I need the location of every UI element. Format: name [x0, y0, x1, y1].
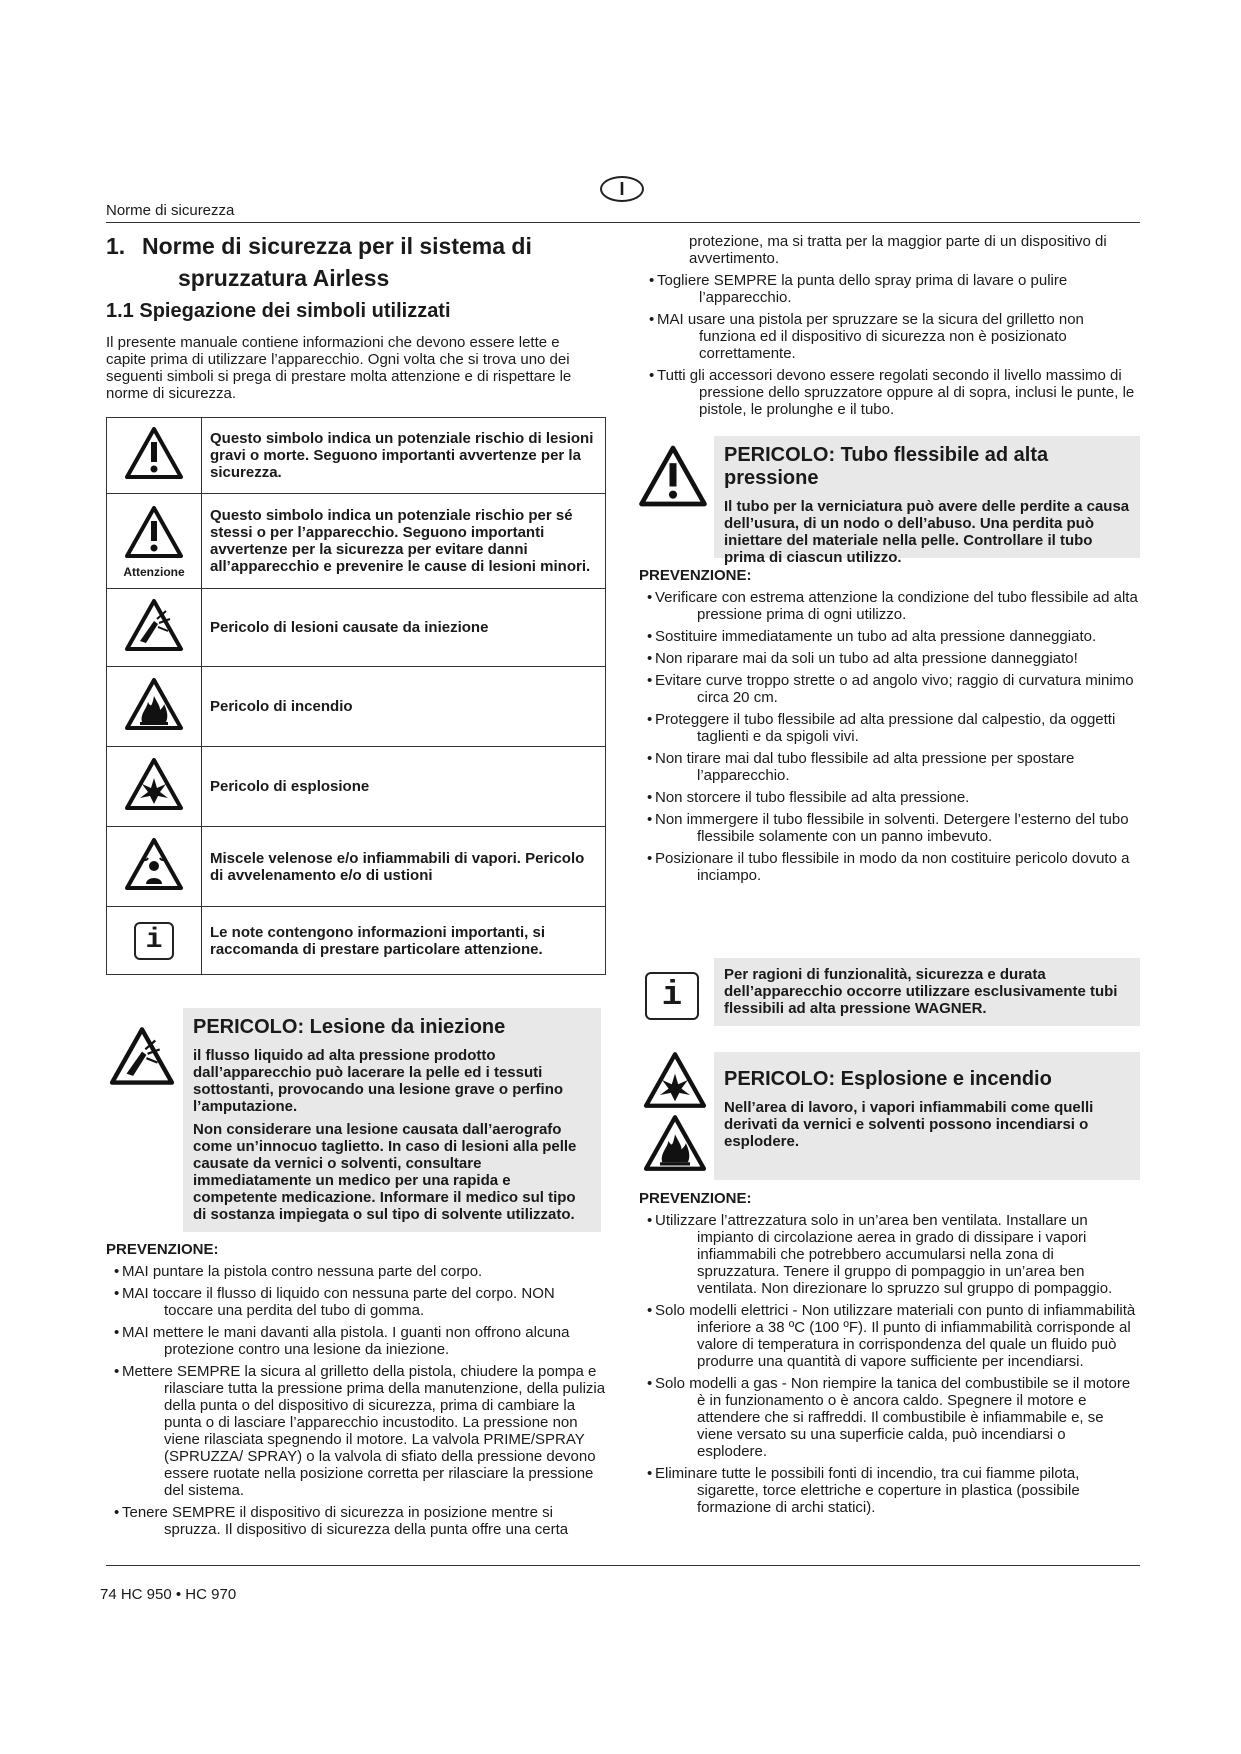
- fire-hazard-icon: [640, 1113, 710, 1178]
- symbol-row: Pericolo di esplosione: [107, 747, 606, 827]
- prevention-label: PREVENZIONE:: [106, 1241, 219, 1258]
- list-item: • Tenere SEMPRE il dispositivo di sicurezza in posizione mentre si spruzza. Il dispositivo di sicurezza della punta offre una certa: [106, 1504, 606, 1538]
- list-item: • Sostituire immediatamente un tubo ad alta pressione danneggiato.: [639, 628, 1139, 645]
- warning-icon: [638, 443, 708, 514]
- info-icon: i: [107, 907, 202, 975]
- header-rule: [106, 222, 1140, 223]
- danger-hose-box: PERICOLO: Tubo flessibile ad alta pressione Il tubo per la verniciatura può avere delle perdite a causa dell’usura, di un nodo o dell’abuso. Una perdita può iniettare del materiale nella pelle. Controllare il tubo prima di ciascun utilizzo.: [714, 436, 1140, 558]
- note-hose-box: Per ragioni di funzionalità, sicurezza e durata dell’apparecchio occorre utilizzare esclusivamente tubi flessibili ad alta pressione WAGNER.: [714, 958, 1140, 1026]
- list-item: • Posizionare il tubo flessibile in modo da non costituire pericolo dovuto a inciampo.: [639, 850, 1139, 884]
- symbol-row: Miscele velenose e/o infiammabili di vapori. Pericolo di avvelenamento e/o di ustioni: [107, 827, 606, 907]
- danger-hose-title: PERICOLO: Tubo flessibile ad alta pressione: [724, 444, 1049, 489]
- danger-injection-box: PERICOLO: Lesione da iniezione il flusso liquido ad alta pressione prodotto dall’apparecchio può lacerare la pelle ed i tessuti sottostanti, provocando una lesione grave o perfino l’amputazione. Non considerare una lesione causata dall’aerografo come un’innocuo taglietto. In caso di lesioni alla pelle causate da vernici o solventi, consultare immediatamente un medico per una rapida e competente medicazione. Informare il medico sul tipo di sostanza impiegata o sul tipo di solvente utilizzato.: [183, 1008, 601, 1232]
- fire-hazard-icon: [107, 667, 202, 747]
- prevention-list-left: [106, 1241, 606, 1543]
- caution-icon: [107, 494, 202, 589]
- caution-label: Attenzione: [123, 564, 185, 579]
- injection-hazard-icon: [107, 589, 202, 667]
- list-item: • MAI usare una pistola per spruzzare se la sicura del grilletto non funziona ed il dispositivo di sicurezza non è posizionato correttamente.: [641, 311, 1141, 362]
- list-item: • Togliere SEMPRE la punta dello spray prima di lavare o pulire l’apparecchio.: [641, 272, 1141, 306]
- list-item: • Utilizzare l’attrezzatura solo in un’area ben ventilata. Installare un impianto di circolazione aerea in grado di dissipare i vapori infiammabili che potrebbero accumularsi nella zona di spruzzatura. Tenere il gruppo di pompaggio in un’area ben ventilata. Non direzionare lo spruzzo sul gruppo di pompaggio.: [639, 1212, 1139, 1297]
- right-column-top: [641, 233, 1141, 423]
- list-item: • Non immergere il tubo flessibile in solventi. Detergere l’esterno del tubo flessibile solamente con un panno imbevuto.: [639, 811, 1139, 845]
- intro-paragraph: Il presente manuale contiene informazioni che devono essere lette e capite prima di utilizzare l’apparecchio. Ogni volta che si trova uno dei seguenti simboli si prega di prestare molta attenzione e di rispettare le norme di sicurezza.: [106, 334, 572, 402]
- danger-explosion-title: PERICOLO: Esplosione e incendio: [724, 1068, 1052, 1090]
- prevention-list-explosion: [639, 1190, 1139, 1521]
- section-heading: [106, 230, 606, 294]
- list-item: • Solo modelli elettrici - Non utilizzare materiali con punto di infiammabilità inferiore a 38 ºC (100 ºF). Il punto di infiammabilità corrisponde al valore di temperatura in corrispondenza del quale un fluido può produrre una quantità di vapore sufficiente per incendiarsi.: [639, 1302, 1139, 1370]
- prevention-items: [106, 1263, 606, 1538]
- list-item: • Non tirare mai dal tubo flessibile ad alta pressione per spostare l’apparecchio.: [639, 750, 1139, 784]
- list-item: • Verificare con estrema attenzione la condizione del tubo flessibile ad alta pressione prima di ogni utilizzo.: [639, 589, 1139, 623]
- running-header: Norme di sicurezza: [106, 202, 235, 219]
- continuation-text: protezione, ma si tratta per la maggior parte di un dispositivo di avvertimento.: [689, 233, 1107, 267]
- footer-rule: [106, 1565, 1140, 1566]
- list-item: • Evitare curve troppo strette o ad angolo vivo; raggio di curvatura minimo circa 20 cm.: [639, 672, 1139, 706]
- list-item: • Solo modelli a gas - Non riempire la tanica del combustibile se il motore è in funzionamento o è ancora caldo. Spegnere il motore e attendere che si raffreddi. Il combustibile è infiammabile e, se viene versato su una superficie calda, può incendiarsi o esplodere.: [639, 1375, 1139, 1460]
- section-title: 1. Norme di sicurezza per il sistema di spruzzatura Airless: [106, 230, 606, 294]
- toxic-vapor-icon: [107, 827, 202, 907]
- list-item: • Non storcere il tubo flessibile ad alta pressione.: [639, 789, 1139, 806]
- list-item: • Tutti gli accessori devono essere regolati secondo il livello massimo di pressione dello spruzzatore oppure al di sopra, inclusi le punte, le pistole, le prolunghe e il tubo.: [641, 367, 1141, 418]
- language-badge: I: [600, 176, 644, 202]
- symbol-row: Pericolo di incendio: [107, 667, 606, 747]
- list-item: • Eliminare tutte le possibili fonti di incendio, tra cui fiamme pilota, sigarette, torce elettriche e coperture in plastica (possibile formazione di archi statici).: [639, 1465, 1139, 1516]
- symbols-table: [106, 417, 606, 975]
- prevention-list-hose: [639, 567, 1139, 889]
- warning-icon: [107, 418, 202, 494]
- list-item: • MAI mettere le mani davanti alla pistola. I guanti non offrono alcuna protezione contro una lesione da iniezione.: [106, 1324, 606, 1358]
- list-item: • Mettere SEMPRE la sicura al grilletto della pistola, chiudere la pompa e rilasciare tutta la pressione prima della manutenzione, della pulizia della punta o del dispositivo di sicurezza, prima di cambiare la punta o di lasciare l’apparecchio incustodito. La pressione non viene rilasciata spegnendo il motore. La valvola PRIME/SPRAY (SPRUZZA/ SPRAY) o la valvola di sfiato della pressione devono essere ruotate nella posizione corretta per rilasciare la pressione del sistema.: [106, 1363, 606, 1499]
- list-item: • MAI toccare il flusso di liquido con nessuna parte del corpo. NON toccare una perdita del tubo di gomma.: [106, 1285, 606, 1319]
- danger-injection-title: PERICOLO: Lesione da iniezione: [193, 1016, 506, 1038]
- prevention-items: [639, 1212, 1139, 1516]
- info-icon: i: [645, 972, 699, 1020]
- symbol-row: i Le note contengono informazioni importanti, si raccomanda di prestare particolare attenzione.: [107, 907, 606, 975]
- symbol-row: Questo simbolo indica un potenziale rischio di lesioni gravi o morte. Seguono importanti avvertenze per la sicurezza.: [107, 418, 606, 494]
- prevention-label: PREVENZIONE:: [639, 567, 752, 584]
- injection-hazard-icon: [108, 1025, 176, 1092]
- list-item: • MAI puntare la pistola contro nessuna parte del corpo.: [106, 1263, 606, 1280]
- danger-explosion-box: PERICOLO: Esplosione e incendio Nell’area di lavoro, i vapori infiammabili come quelli derivati da vernici e solventi possono incendiarsi o esplodere.: [714, 1052, 1140, 1180]
- accessory-items: [641, 272, 1141, 418]
- list-item: • Proteggere il tubo flessibile ad alta pressione dal calpestio, da oggetti taglienti e da spigoli vivi.: [639, 711, 1139, 745]
- symbol-row: Pericolo di lesioni causate da iniezione: [107, 589, 606, 667]
- list-item: • Non riparare mai da soli un tubo ad alta pressione danneggiato!: [639, 650, 1139, 667]
- prevention-label: PREVENZIONE:: [639, 1190, 752, 1207]
- explosion-hazard-icon: [640, 1050, 710, 1115]
- page-footer: 74 HC 950 • HC 970: [100, 1586, 237, 1603]
- section-number: 1.: [106, 233, 126, 259]
- explosion-hazard-icon: [107, 747, 202, 827]
- subsection-heading: 1.1 Spiegazione dei simboli utilizzati: [106, 300, 451, 322]
- symbol-row: Attenzione Questo simbolo indica un potenziale rischio per sé stessi o per l’apparecchio. Seguono importanti avvertenze per la sicurezza per evitare danni all’apparecchio e prevenire le cause di lesioni minori.: [107, 494, 606, 589]
- prevention-items: [639, 589, 1139, 884]
